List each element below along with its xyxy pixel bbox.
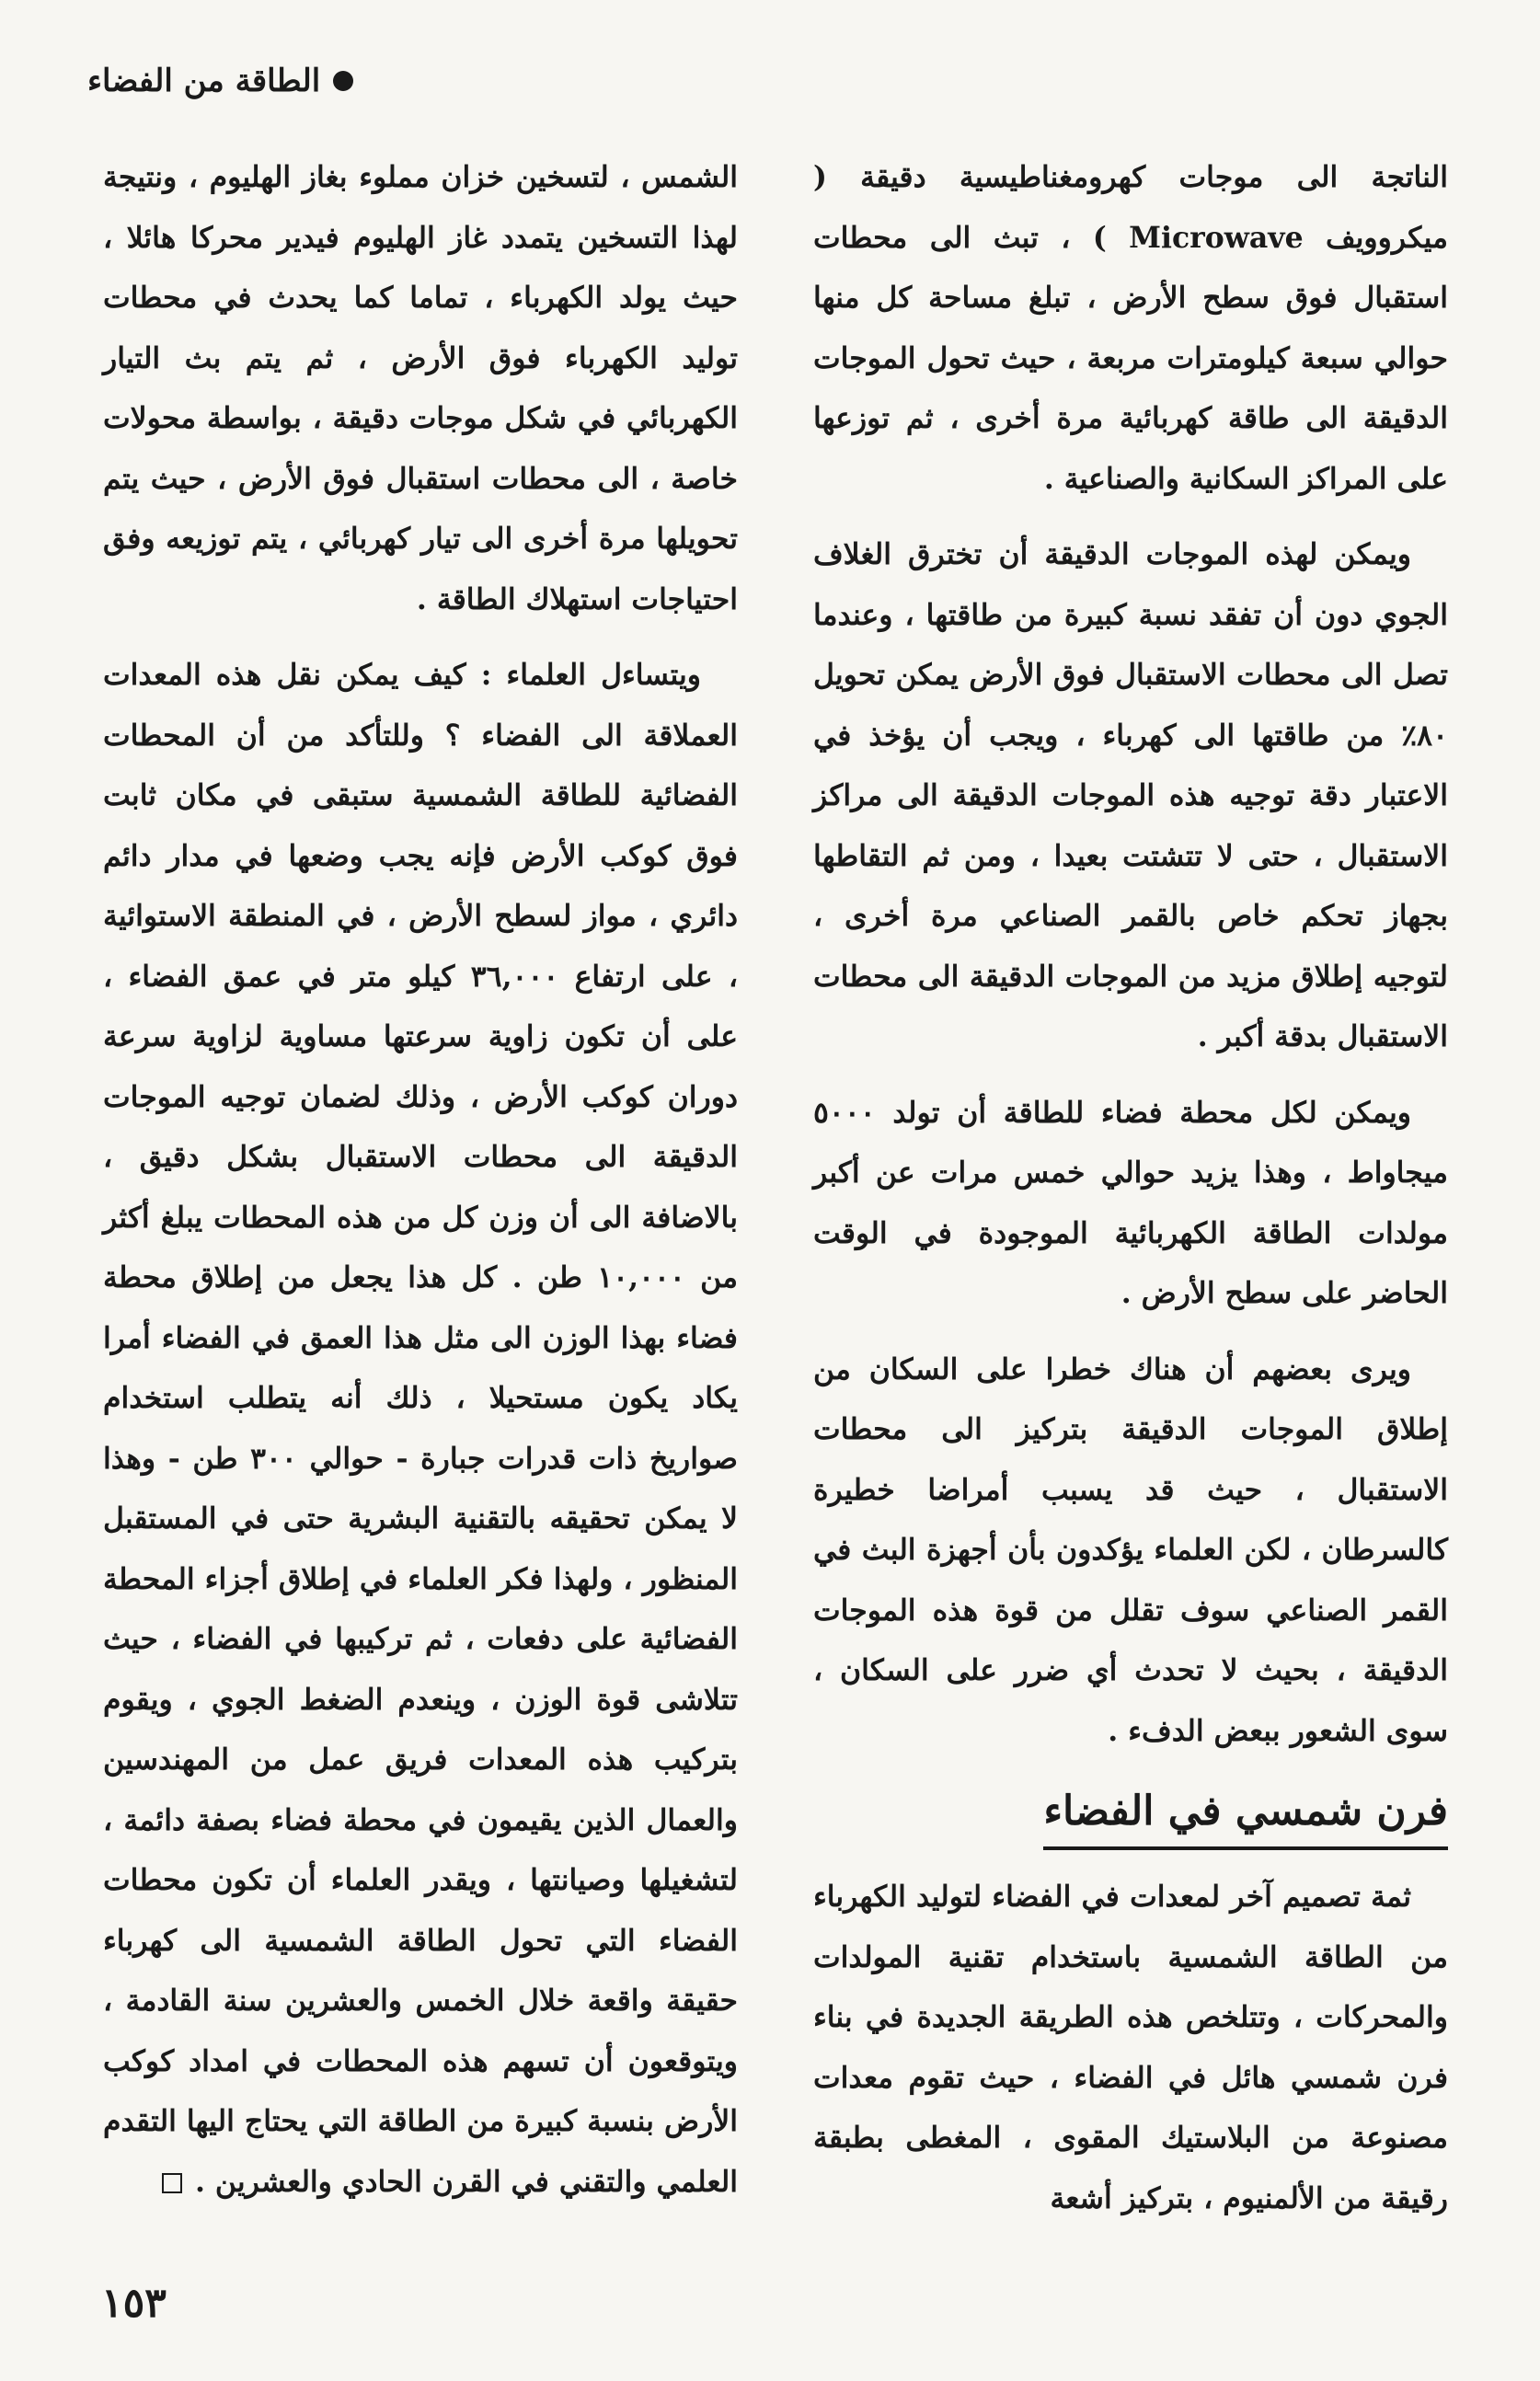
paragraph-text: ويتساءل العلماء : كيف يمكن نقل هذه المعدات العملاقة الى الفضاء ؟ وللتأكد من أن المحطات الفضائية للطاقة الشمسية ستبقى في مكان ثابت فوق كوكب الأرض فإنه يجب وضعها في مدار دائم دائري ، مواز لسطح الأرض ، في المنطقة الاستوائية ، على ارتفاع ٣٦,٠٠٠ كيلو متر في عمق الفضاء ، على أن تكون زاوية سرعتها مساوية لزاوية سرعة دوران كوكب الأرض ، وذلك لضمان توجيه الموجات الدقيقة الى محطات الاستقبال بشكل دقيق ، بالاضافة الى أن وزن كل من هذه المحطات يبلغ أكثر من ١٠,٠٠٠ طن . كل هذا يجعل من إطلاق محطة فضاء بهذا الوزن الى مثل هذا العمق في الفضاء أمرا يكاد يكون مستحيلا ، ذلك أنه يتطلب استخدام صواريخ ذات قدرات جبارة - حوالي ٣٠٠ طن - وهذا لا يمكن تحقيقه بالتقنية البشرية حتى في المستقبل المنظور ، ولهذا فكر العلماء في إطلاق أجزاء المحطة الفضائية على دفعات ، ثم تركيبها في الفضاء ، حيث تتلاشى قوة الوزن ، وينعدم الضغط الجوي ، ويقوم بتركيب هذه المعدات فريق عمل من المهندسين والعمال الذين يقيمون في محطة فضاء بصفة دائمة ، لتشغيلها وصيانتها ، ويقدر العلماء أن تكون محطات الفضاء التي تحول الطاقة الشمسية الى كهرباء حقيقة واقعة خلال الخمس والعشرين سنة القادمة ، ويتوقعون أن تسهم هذه المحطات في امداد كوكب الأرض بنسبة كبيرة من الطاقة التي يحتاج اليها التقدم العلمي والتقني في القرن الحادي والعشرين . bbox=[103, 658, 738, 2199]
paragraph: ويرى بعضهم أن هناك خطرا على السكان من إطلاق الموجات الدقيقة بتركيز الى محطات الاستقبال ، حيث قد يسبب أمراضا خطيرة كالسرطان ، لكن العلماء يؤكدون بأن أجهزة البث في القمر الصناعي سوف تقلل من قوة هذه الموجات الدقيقة ، بحيث لا تحدث أي ضرر على السكان ، سوى الشعور ببعض الدفء . bbox=[813, 1352, 1448, 1748]
end-of-article-icon bbox=[162, 2173, 182, 2193]
bullet-icon bbox=[333, 71, 353, 91]
header-title: الطاقة من الفضاء bbox=[87, 63, 321, 99]
paragraph: الناتجة الى موجات كهرومغناطيسية دقيقة ( ميكروويف Microwave ) ، تبث الى محطات استقبال فوق سطح الأرض ، تبلغ مساحة كل منها حوالي سبعة كيلومترات مربعة ، حيث تحول الموجات الدقيقة الى طاقة كهربائية مرة أخرى ، ثم توزعها على المراكز السكانية والصناعية . bbox=[813, 160, 1449, 496]
running-header bbox=[87, 63, 353, 99]
paragraph: ثمة تصميم آخر لمعدات في الفضاء لتوليد الكهرباء من الطاقة الشمسية باستخدام تقنية المولدات والمحركات ، وتتلخص هذه الطريقة الجديدة في بناء فرن شمسي هائل في الفضاء ، حيث تقوم معدات مصنوعة من البلاستيك المقوى ، المغطى بطبقة رقيقة من الألمنيوم ، بتركيز أشعة bbox=[813, 1880, 1448, 2215]
section-heading-wrap bbox=[813, 1777, 1448, 1859]
paragraph: ويمكن لهذه الموجات الدقيقة أن تخترق الغلاف الجوي دون أن تفقد نسبة كبيرة من طاقتها ، وعندما تصل الى محطات الاستقبال فوق الأرض يمكن تحويل ٨٠٪ من طاقتها الى كهرباء ، ويجب أن يؤخذ في الاعتبار دقة توجيه هذه الموجات الدقيقة الى مراكز الاستقبال ، حتى لا تتشتت بعيدا ، ومن ثم التقاطها بجهاز تحكم خاص بالقمر الصناعي مرة أخرى ، لتوجيه إطلاق مزيد من الموجات الدقيقة الى محطات الاستقبال بدقة أكبر . bbox=[813, 537, 1448, 1053]
paragraph: ويمكن لكل محطة فضاء للطاقة أن تولد ٥٠٠٠ ميجاواط ، وهذا يزيد حوالي خمس مرات عن أكبر مولدات الطاقة الكهربائية الموجودة في الوقت الحاضر على سطح الأرض . bbox=[813, 1095, 1448, 1310]
right-column bbox=[813, 147, 1448, 2244]
paragraph bbox=[103, 645, 738, 2212]
section-title: فرن شمسي في الفضاء bbox=[1043, 1784, 1448, 1850]
page-number: ١٥٣ bbox=[101, 2280, 167, 2327]
left-column bbox=[103, 147, 738, 2227]
paragraph: الشمس ، لتسخين خزان مملوء بغاز الهليوم ، ونتيجة لهذا التسخين يتمدد غاز الهليوم فيدير محركا هائلا ، حيث يولد الكهرباء ، تماما كما يحدث في محطات توليد الكهرباء فوق الأرض ، ثم يتم بث التيار الكهربائي في شكل موجات دقيقة ، بواسطة محولات خاصة ، الى محطات استقبال فوق الأرض ، حيث يتم تحويلها مرة أخرى الى تيار كهربائي ، يتم توزيعه وفق احتياجات استهلاك الطاقة . bbox=[103, 160, 738, 616]
